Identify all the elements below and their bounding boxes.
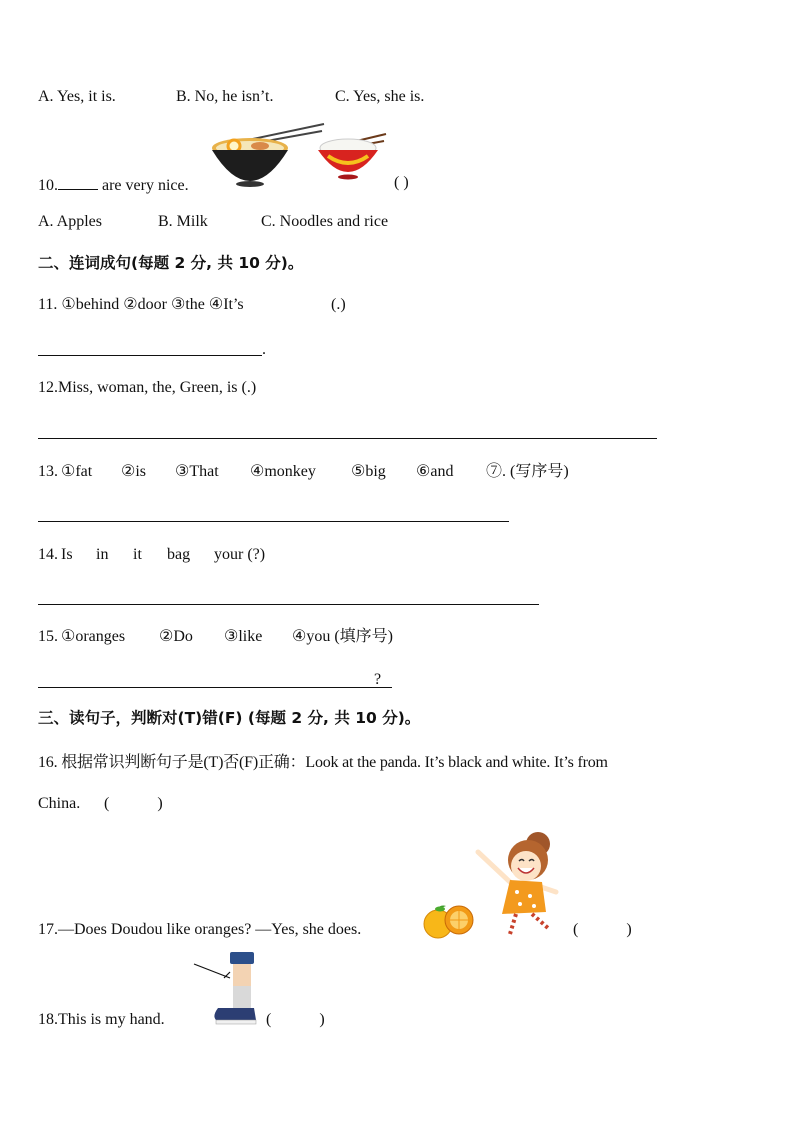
q17-text: 17.—Does Doudou like oranges? —Yes, she does. <box>38 921 362 938</box>
q10-number: 10. <box>38 177 58 194</box>
rice-bowl-icon <box>314 132 390 182</box>
q9-option-c: C. Yes, she is. <box>335 88 425 105</box>
q13-word: ⑤big <box>351 463 386 480</box>
q10-option-a: A. Apples <box>38 213 102 230</box>
q10-option-c: C. Noodles and rice <box>261 213 389 230</box>
q12-answer-line <box>38 438 657 439</box>
section2-heading: 二、连词成句(每题 2 分, 共 10 分)。 <box>38 254 304 272</box>
q11-prompt: 11. ①behind ②door ③the ④It’s <box>38 296 244 313</box>
q14-word: bag <box>167 546 191 563</box>
q15-end: ? <box>374 671 382 688</box>
q15-word: ①oranges <box>61 628 126 645</box>
q18-paren: ( ) <box>266 1011 325 1028</box>
q14-word: Is <box>61 546 73 563</box>
q9-option-a: A. Yes, it is. <box>38 88 116 105</box>
section3-heading: 三、读句子，判断对(T)错(F) (每题 2 分, 共 10 分)。 <box>38 709 421 727</box>
noodle-bowl-icon <box>208 122 326 190</box>
q11-punct: (.) <box>331 296 346 313</box>
q12-prompt: 12.Miss, woman, the, Green, is (.) <box>38 379 257 396</box>
girl-cartoon-icon <box>472 830 566 938</box>
q15-word: ②Do <box>159 628 193 645</box>
q9-option-b: B. No, he isn’t. <box>176 88 274 105</box>
q16-line2: China. <box>38 795 81 812</box>
q14-word: your (?) <box>214 546 266 563</box>
q10-question <box>38 175 189 194</box>
q13-word: ⑦. (写序号) <box>486 463 569 480</box>
q13-word: ③That <box>175 463 219 480</box>
q13-word: ⑥and <box>416 463 454 480</box>
q10-paren: ( ) <box>394 174 409 191</box>
q15-answer-line <box>38 687 392 688</box>
q16-paren: ( ) <box>104 795 163 812</box>
q10-text: are very nice. <box>98 177 189 194</box>
q13-word: ①fat <box>61 463 93 480</box>
q18-text: 18.This is my hand. <box>38 1011 165 1028</box>
q16-line1: 16. 根据常识判断句子是(T)否(F)正确：Look at the panda. It’s black and white. It’s from <box>38 754 608 771</box>
q17-paren: ( ) <box>573 921 632 938</box>
q15-number: 15. <box>38 628 58 645</box>
leg-foot-icon <box>190 950 260 1030</box>
q14-word: it <box>133 546 142 563</box>
q14-word: in <box>96 546 109 563</box>
q15-word: ④you (填序号) <box>292 628 394 645</box>
q14-answer-line <box>38 604 539 605</box>
q11-end: . <box>262 341 266 358</box>
q10-option-b: B. Milk <box>158 213 208 230</box>
q13-answer-line <box>38 521 509 522</box>
q13-number: 13. <box>38 463 58 480</box>
q13-word: ②is <box>121 463 147 480</box>
oranges-icon <box>422 896 476 940</box>
q11-answer-line <box>38 355 262 356</box>
q15-word: ③like <box>224 628 263 645</box>
q14-number: 14. <box>38 546 58 563</box>
q13-word: ④monkey <box>250 463 316 480</box>
q10-blank <box>58 175 98 190</box>
